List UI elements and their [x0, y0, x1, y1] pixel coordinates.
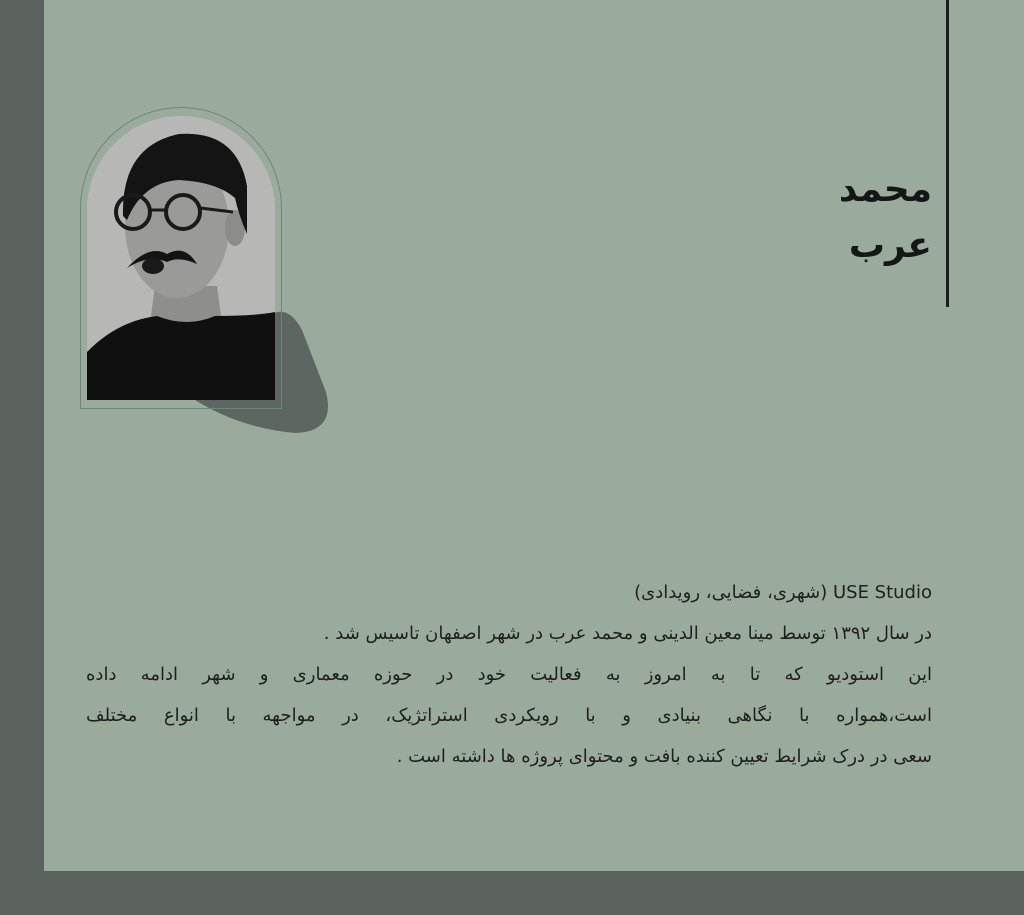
description-line-4: است،همواره با نگاهی بنیادی و با رویکردی استراتژیک، در مواجهه با انواع مختلف [86, 705, 932, 726]
description-line-3: این استودیو که تا به امروز به فعالیت خود در حوزه معماری و شهر ادامه داده [86, 664, 932, 685]
vertical-divider [946, 0, 949, 307]
description-line-5: سعی در درک شرایط تعیین کننده بافت و محتوای پروژه ها داشته است . [396, 746, 932, 767]
studio-description [86, 572, 932, 777]
description-line-1: USE Studio (شهری، فضایی، رویدادی) [634, 582, 932, 603]
profile-photo [87, 116, 275, 400]
profile-name [632, 162, 932, 274]
profile-first-name: محمد [838, 169, 932, 210]
description-line-2: در سال ۱۳۹۲ توسط مینا معین الدینی و محمد عرب در شهر اصفهان تاسیس شد . [323, 623, 932, 644]
profile-last-name: عرب [848, 225, 932, 266]
portrait-image [87, 116, 275, 400]
